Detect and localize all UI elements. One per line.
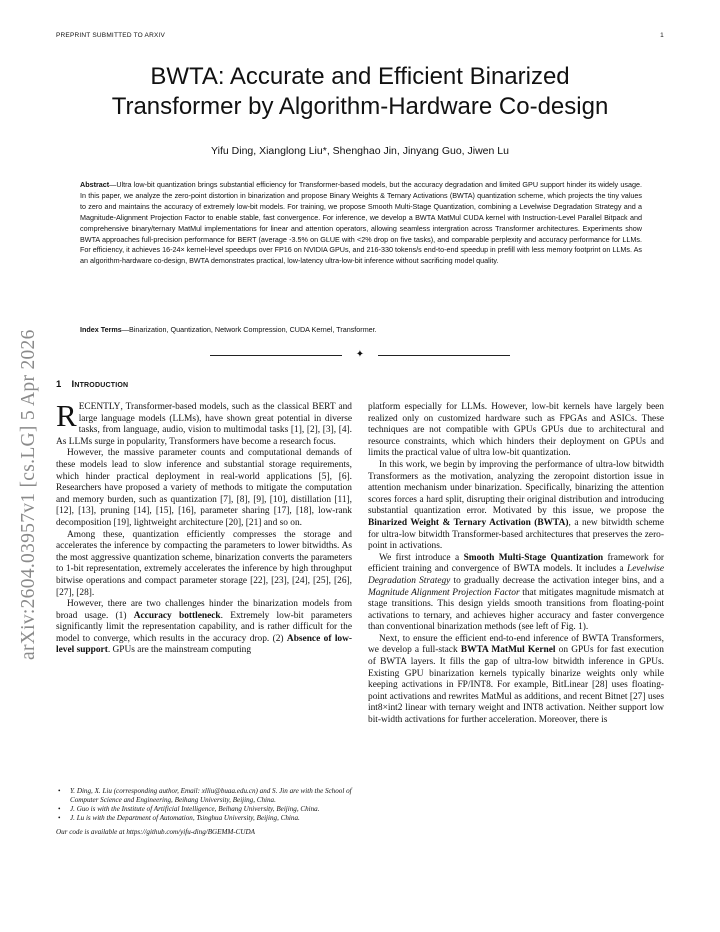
text-run: framework for efficient training and convergence of BWTA models. It includes a — [368, 552, 664, 575]
bold-term: BWTA MatMul Kernel — [460, 645, 556, 656]
title-line-2: Transformer by Algorithm-Hardware Co-design — [111, 93, 609, 120]
separator-line-right — [378, 355, 510, 356]
paragraph — [368, 634, 664, 727]
footnote-text: Y. Ding, X. Liu (corresponding author, Email: xlliu@buaa.edu.cn) and S. Jin are with the School of Computer Science and Engineering, Beihang University, Beijing, China. — [70, 787, 352, 804]
text-run: , a new bitwidth scheme for ultra-low bitwidth Transformer-based architectures that preserves the zero-point in activations. — [368, 517, 664, 552]
running-header — [56, 32, 664, 44]
separator-line-left — [210, 355, 342, 356]
code-availability-note: Our code is available at https://github.com/yifu-ding/BGEMM-CUDA — [56, 828, 255, 837]
bullet-icon: • — [58, 813, 61, 822]
text-run: We first introduce a — [379, 552, 464, 563]
section-number: 1 — [56, 379, 62, 390]
bullet-icon: • — [58, 804, 61, 813]
text-run: . GPUs are the mainstream computing — [107, 645, 252, 656]
text-run: Next, to ensure the efficient end-to-end inference of BWTA Transformers, we develop a full-stack — [368, 633, 664, 656]
bullet-icon: • — [58, 787, 61, 795]
bold-term: Binarized Weight & Ternary Activation (BWTA) — [368, 517, 569, 528]
paragraph: platform especially for LLMs. However, low-bit kernels have largely been realized only on customized hardware such as FPGAs and ASICs. These techniques are not compatible with GPUs GPUs due to architectural and resource constraints, which which hinders their deployment on GPUs and limits the practical value of ultra low-bit quantization. — [368, 402, 664, 459]
bold-term: Absence of low-level support — [56, 633, 352, 656]
abstract — [80, 180, 642, 267]
text-run: to gradually decrease the activation integer bins, and a — [450, 575, 664, 586]
footnote-text: J. Lu is with the Department of Automation, Tsinghua University, Beijing, China. — [70, 813, 300, 822]
drop-cap: R — [56, 398, 77, 433]
abstract-text: —Ultra low-bit quantization brings substantial efficiency for Transformer-based models, but the accuracy degradation and limited GPU support hinder its widely usage. In this paper, we analyze the zero-point distortion in binarization and propose Binary Weights & Ternary Activations (BWTA) quantization scheme, which projects the tiny values to zero and maintains the accuracy of extremely low-bit models. For training, we propose Smooth Multi-Stage Quantization, combining a Levelwise Degradation Strategy and a Magnitude-Alignment Projection Factor to enable stable, fast convergence. For inference, we develop a BWTA MatMul CUDA kernel with Instruction-Level Parallel Bitpack and comprehensive binary/ternary MatMul implementations for linear and attention operators, allowing seamless intergration across Transformer architectures. Experiments show BWTA approaches full-precision performance for BERT (average -3.5% on GLUE with <2% drop on five tasks), and comparable perplexity and accuracy performance for LLMs. For efficiency, it achieves 16-24× kernel-level speedups over FP16 on NVIDIA GPUs, and 216-330 tokens/s end-to-end speedup in prefill with less memory footprint on LLMs. As an algorithm-hardware co-design, BWTA demonstrates practical, low-latency ultra-low-bit inference without sacrificing model quality. — [80, 180, 642, 266]
abstract-label: Abstract — [80, 180, 110, 189]
text-run: . Extremely low-bit parameters significantly limit the representation capability, and is rather difficult for the model to converge, which results in the accuracy drop. (2) — [56, 610, 353, 644]
paragraph-text: , Transformer-based models, such as the classical BERT and large language models (LLMs), have shown great potential in diverse tasks, from language, audio, vision to multimodal tasks [1], [2], [3], [4]. As LLMs surge in popularity, Transformers have become a research focus. — [56, 402, 352, 447]
paragraph: However, the massive parameter counts and computational demands of these models lead to slow inference and substantial storage requirements, which hinder practical deployment in real-world applications [5], [6]. Researchers have proposed a variety of methods to mitigate the computation and memory burden, such as quantization [7], [8], [9], [10], distillation [11], [12], [13], pruning [14], [15], [16], parameter sharing [17], [18], low-rank decomposition [19], lightweight architecture [20], [21] and so on. — [56, 448, 352, 528]
arxiv-identifier-stamp — [16, 280, 46, 660]
section-heading — [56, 379, 128, 390]
text-run: In this work, we begin by improving the performance of ultra-low bitwidth Transformers as the motivation, analyzing the zeropoint distortion issue in attention mechanism under binarization. Specifically, binarizing the attention scores forces a hard split, disrupting their original distribution and introducing substantial quantization error. Motivated by this issue, we propose the — [368, 459, 664, 517]
bold-term: Accuracy bottleneck — [133, 610, 221, 621]
section-separator — [210, 349, 510, 361]
italic-term: Levelwise Degradation Strategy — [368, 564, 664, 586]
text-run: that mitigates magnitude mismatch at stage transitions. This design yields smooth transitions from floating-point activations to ternary, and achieves higher accuracy and faster convergence than conventional binarization methods (see left of Fig. 1). — [368, 587, 664, 633]
bold-term: Smooth Multi-Stage Quantization — [463, 552, 604, 563]
index-terms — [80, 325, 642, 336]
footnote-item — [56, 787, 352, 804]
index-terms-text: —Binarization, Quantization, Network Compression, CUDA Kernel, Transformer. — [121, 325, 377, 334]
italic-term: Magnitude Alignment Projection Factor — [368, 587, 520, 598]
paragraph — [368, 553, 664, 634]
paragraph — [56, 398, 352, 448]
arxiv-identifier-text: arXiv:2604.03957v1 [cs.LG] 5 Apr 2026 — [18, 329, 39, 660]
footnote-item — [56, 805, 352, 814]
text-run: However, there are two challenges hinder the binarization models from broad usage. (1) — [56, 599, 352, 621]
paragraph: Among these, quantization efficiently compresses the storage and accelerates the inference by compacting the parameters to lower bitwidths. As the most aggressive quantization scheme, binarization converts the parameters to 1-bit representation, extremely accelerates the inference by high throughput bitwise operations and compact parameter storage [22], [23], [24], [25], [26], [27], [28]. — [56, 529, 352, 598]
left-column — [56, 398, 353, 657]
footnote-item — [56, 814, 352, 823]
paragraph — [56, 599, 352, 657]
journal-label: PREPRINT SUBMITTED TO ARXIV — [56, 32, 166, 39]
section-title: Introduction — [71, 379, 129, 390]
footnote-text: J. Guo is with the Institute of Artificial Intelligence, Beihang University, Beijing, China. — [70, 804, 320, 813]
lead-word: ECENTLY — [78, 402, 121, 412]
title-line-1: BWTA: Accurate and Efficient Binarized — [150, 63, 570, 90]
text-run: on GPUs for fast execution of BWTA layers. It fills the gap of ultra-low bitwidth inference in GPUs. Existing GPU binarization kernels typically binarize weights only while keeping activations in FP/INT8. For example, BitLinear [28] uses floating-point activations and rewrites MatMul as additions, and recent Bitnet [27] uses int8×int2 linear with ternary weight and INT8 activation. Neither support low bit-width activations for further acceleration. Moreover, there is — [368, 645, 664, 726]
paragraph — [368, 460, 664, 553]
page-number: 1 — [660, 32, 664, 39]
index-terms-label: Index Terms — [80, 325, 122, 334]
footnotes — [56, 787, 352, 837]
separator-star-icon: ✦ — [355, 349, 365, 360]
author-list: Yifu Ding, Xianglong Liu*, Shenghao Jin, Jinyang Guo, Jiwen Lu — [211, 145, 509, 157]
right-column — [368, 402, 664, 727]
paper-title — [40, 62, 680, 122]
